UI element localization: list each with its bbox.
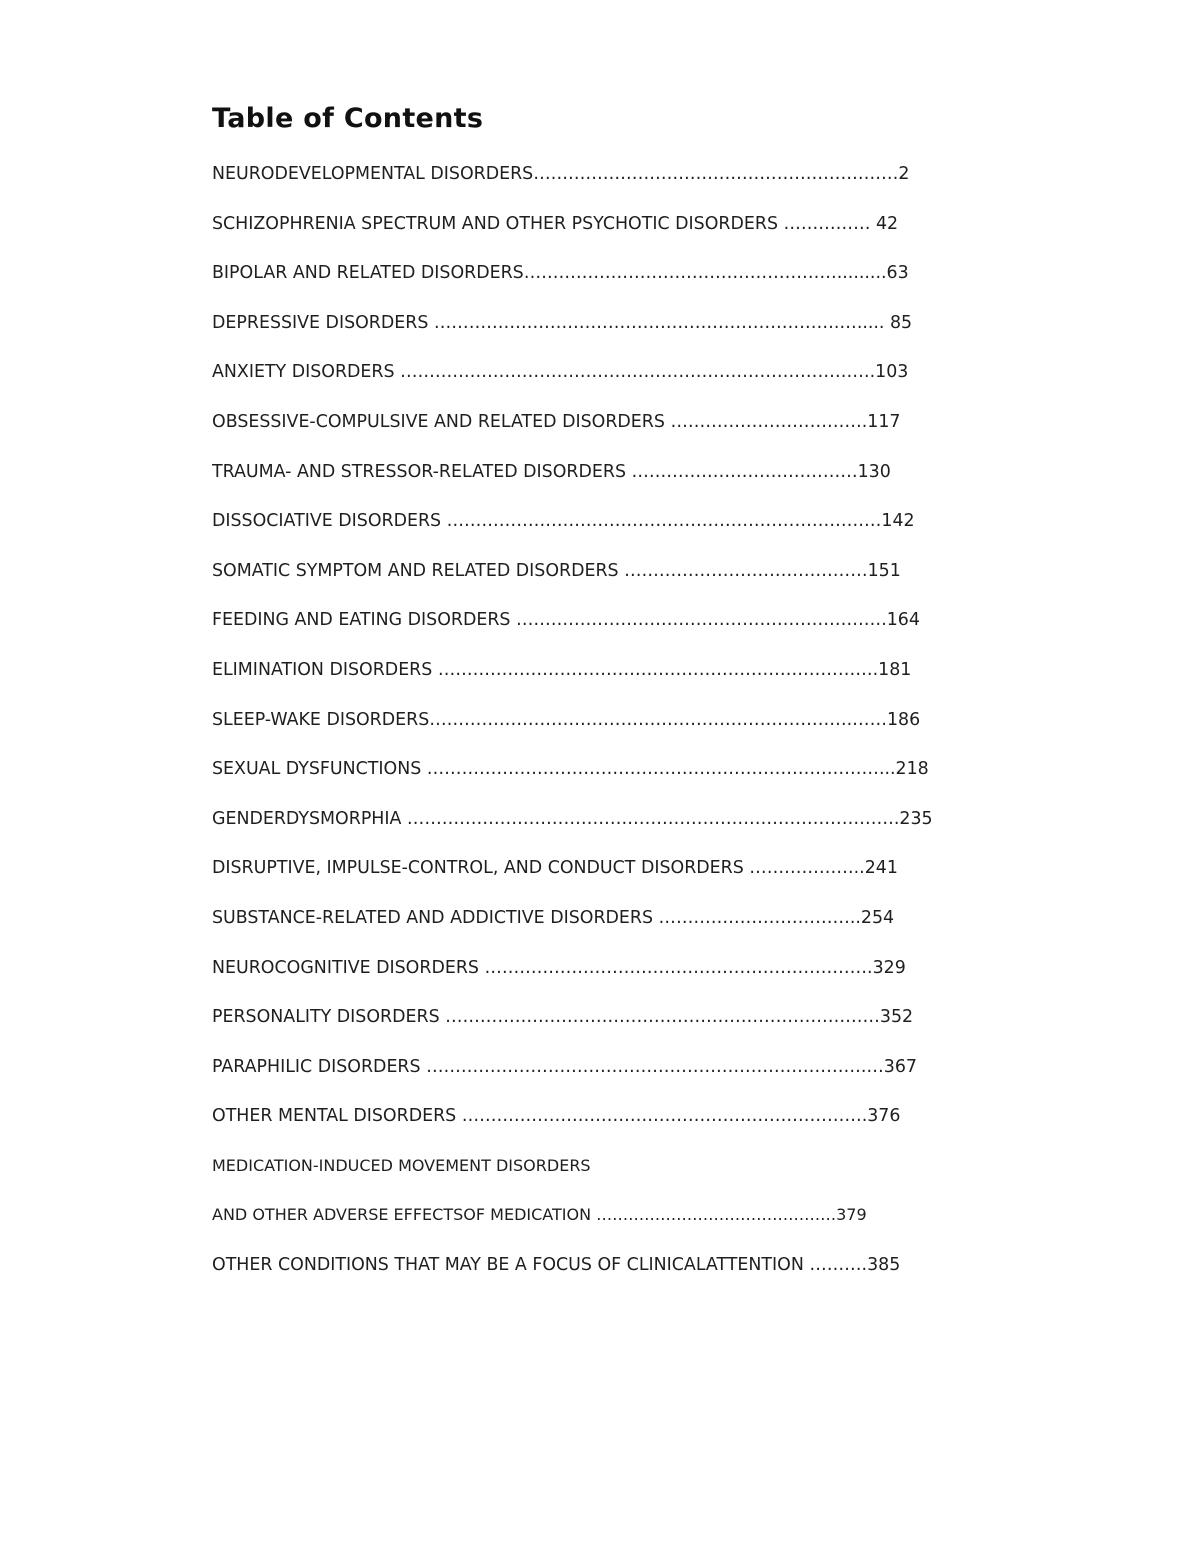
- toc-entry-disruptive-impulse-control: DISRUPTIVE, IMPULSE-CONTROL, AND CONDUCT DISORDERS ………………..241: [212, 858, 898, 879]
- toc-entry-anxiety: ANXIETY DISORDERS ……………………………………………………………………….103: [212, 362, 909, 383]
- toc-entry-adverse-effects-medication: AND OTHER ADVERSE EFFECTSOF MEDICATION ………………………………………379: [212, 1205, 867, 1225]
- toc-entry-feeding-eating: FEEDING AND EATING DISORDERS ……………………………………………………….164: [212, 610, 920, 631]
- toc-entry-other-conditions: OTHER CONDITIONS THAT MAY BE A FOCUS OF CLINICALATTENTION ……….385: [212, 1255, 901, 1276]
- toc-entry-somatic-symptom: SOMATIC SYMPTOM AND RELATED DISORDERS ……………………………………151: [212, 560, 901, 581]
- toc-entry-neurocognitive: NEUROCOGNITIVE DISORDERS ………………………………………………………….329: [212, 957, 906, 978]
- toc-entry-trauma-stressor: TRAUMA- AND STRESSOR-RELATED DISORDERS …………………………………130: [212, 461, 891, 482]
- toc-entry-neurodevelopmental: NEURODEVELOPMENTAL DISORDERS………………………………………………………2: [212, 164, 910, 184]
- toc-entry-other-mental: OTHER MENTAL DISORDERS …………………………………………………………….376: [212, 1106, 901, 1127]
- toc-entry-bipolar: BIPOLAR AND RELATED DISORDERS……………………………………………….........63: [212, 263, 909, 284]
- toc-entry-dissociative: DISSOCIATIVE DISORDERS …………………………………………………………………142: [212, 511, 915, 532]
- page-title: Table of Contents: [212, 103, 484, 134]
- toc-entry-paraphilic: PARAPHILIC DISORDERS ………………………………………………………………….…367: [212, 1056, 917, 1077]
- toc-entry-personality: PERSONALITY DISORDERS …………………………………………………………………352: [212, 1007, 914, 1028]
- toc-entry-sleep-wake: SLEEP-WAKE DISORDERS……………………………………………………………….……186: [212, 709, 921, 730]
- toc-entry-medication-induced: MEDICATION-INDUCED MOVEMENT DISORDERS: [212, 1155, 591, 1175]
- toc-list: [212, 160, 1032, 1301]
- toc-entry-depressive: DEPRESSIVE DISORDERS …………………………………………………………….…..... 85: [212, 312, 913, 333]
- toc-entry-sexual-dysfunctions: SEXUAL DYSFUNCTIONS ……………………………………………………………………...218: [212, 759, 929, 780]
- toc-entry-substance-related: SUBSTANCE-RELATED AND ADDICTIVE DISORDERS ……………………………..254: [212, 907, 895, 928]
- toc-entry-gender-dysmorphia: GENDERDYSMORPHIA ………………………………………………………………………….235: [212, 808, 933, 829]
- toc-entry-elimination: ELIMINATION DISORDERS ………………………………………………………………….181: [212, 659, 912, 680]
- toc-entry-schizophrenia: SCHIZOPHRENIA SPECTRUM AND OTHER PSYCHOTIC DISORDERS …………… 42: [212, 213, 899, 234]
- toc-entry-obsessive-compulsive: OBSESSIVE-COMPULSIVE AND RELATED DISORDERS …………………………….117: [212, 411, 901, 432]
